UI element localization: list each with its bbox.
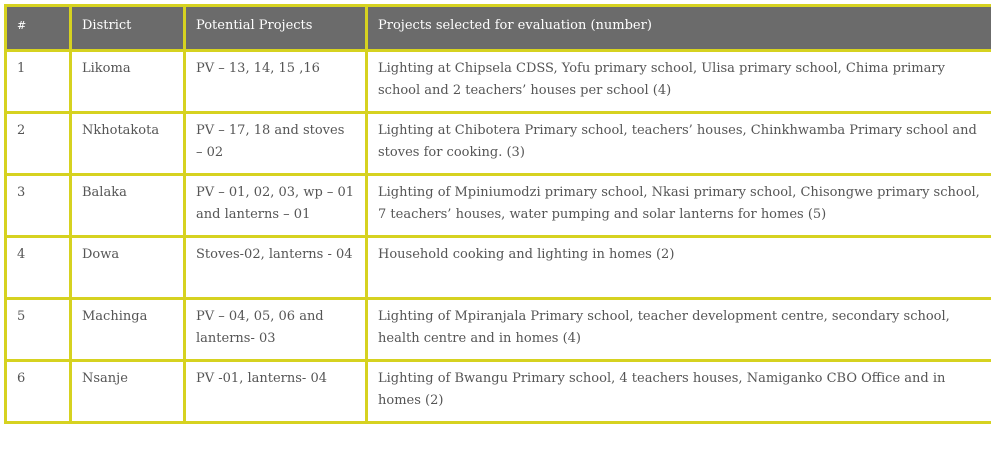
row-selected-projects: Lighting of Mpiniumodzi primary school, Nkasi primary school, Chisongwe primary school, 7 teachers’ houses, water pumping and solar lanterns for homes (5) bbox=[367, 175, 991, 237]
row-district: Balaka bbox=[71, 175, 185, 237]
header-selected-projects: Projects selected for evaluation (number) bbox=[367, 6, 991, 51]
row-number: 5 bbox=[6, 299, 71, 361]
projects-table bbox=[4, 4, 991, 424]
header-potential-projects: Potential Projects bbox=[185, 6, 367, 51]
row-selected-projects: Lighting at Chipsela CDSS, Yofu primary school, Ulisa primary school, Chima primary school and 2 teachers’ houses per school (4) bbox=[367, 51, 991, 113]
table-header-row bbox=[6, 6, 991, 51]
row-district: Dowa bbox=[71, 237, 185, 299]
row-potential-projects: Stoves-02, lanterns - 04 bbox=[185, 237, 367, 299]
row-selected-projects: Household cooking and lighting in homes (2) bbox=[367, 237, 991, 299]
row-potential-projects: PV -01, lanterns- 04 bbox=[185, 361, 367, 423]
table-row bbox=[6, 113, 991, 175]
row-number: 3 bbox=[6, 175, 71, 237]
row-district: Likoma bbox=[71, 51, 185, 113]
row-number: 6 bbox=[6, 361, 71, 423]
row-number: 1 bbox=[6, 51, 71, 113]
table-row bbox=[6, 175, 991, 237]
row-potential-projects: PV – 17, 18 and stoves – 02 bbox=[185, 113, 367, 175]
row-potential-projects: PV – 01, 02, 03, wp – 01 and lanterns – 01 bbox=[185, 175, 367, 237]
row-district: Machinga bbox=[71, 299, 185, 361]
row-selected-projects: Lighting of Bwangu Primary school, 4 teachers houses, Namiganko CBO Office and in homes (2) bbox=[367, 361, 991, 423]
row-number: 4 bbox=[6, 237, 71, 299]
row-potential-projects: PV – 13, 14, 15 ,16 bbox=[185, 51, 367, 113]
header-district: District bbox=[71, 6, 185, 51]
row-potential-projects: PV – 04, 05, 06 and lanterns- 03 bbox=[185, 299, 367, 361]
table-row bbox=[6, 237, 991, 299]
row-selected-projects: Lighting of Mpiranjala Primary school, teacher development centre, secondary school, health centre and in homes (4) bbox=[367, 299, 991, 361]
header-number: # bbox=[6, 6, 71, 51]
row-selected-projects: Lighting at Chibotera Primary school, teachers’ houses, Chinkhwamba Primary school and stoves for cooking. (3) bbox=[367, 113, 991, 175]
table-row bbox=[6, 361, 991, 423]
table-row bbox=[6, 51, 991, 113]
row-district: Nkhotakota bbox=[71, 113, 185, 175]
row-number: 2 bbox=[6, 113, 71, 175]
row-district: Nsanje bbox=[71, 361, 185, 423]
table-row bbox=[6, 299, 991, 361]
